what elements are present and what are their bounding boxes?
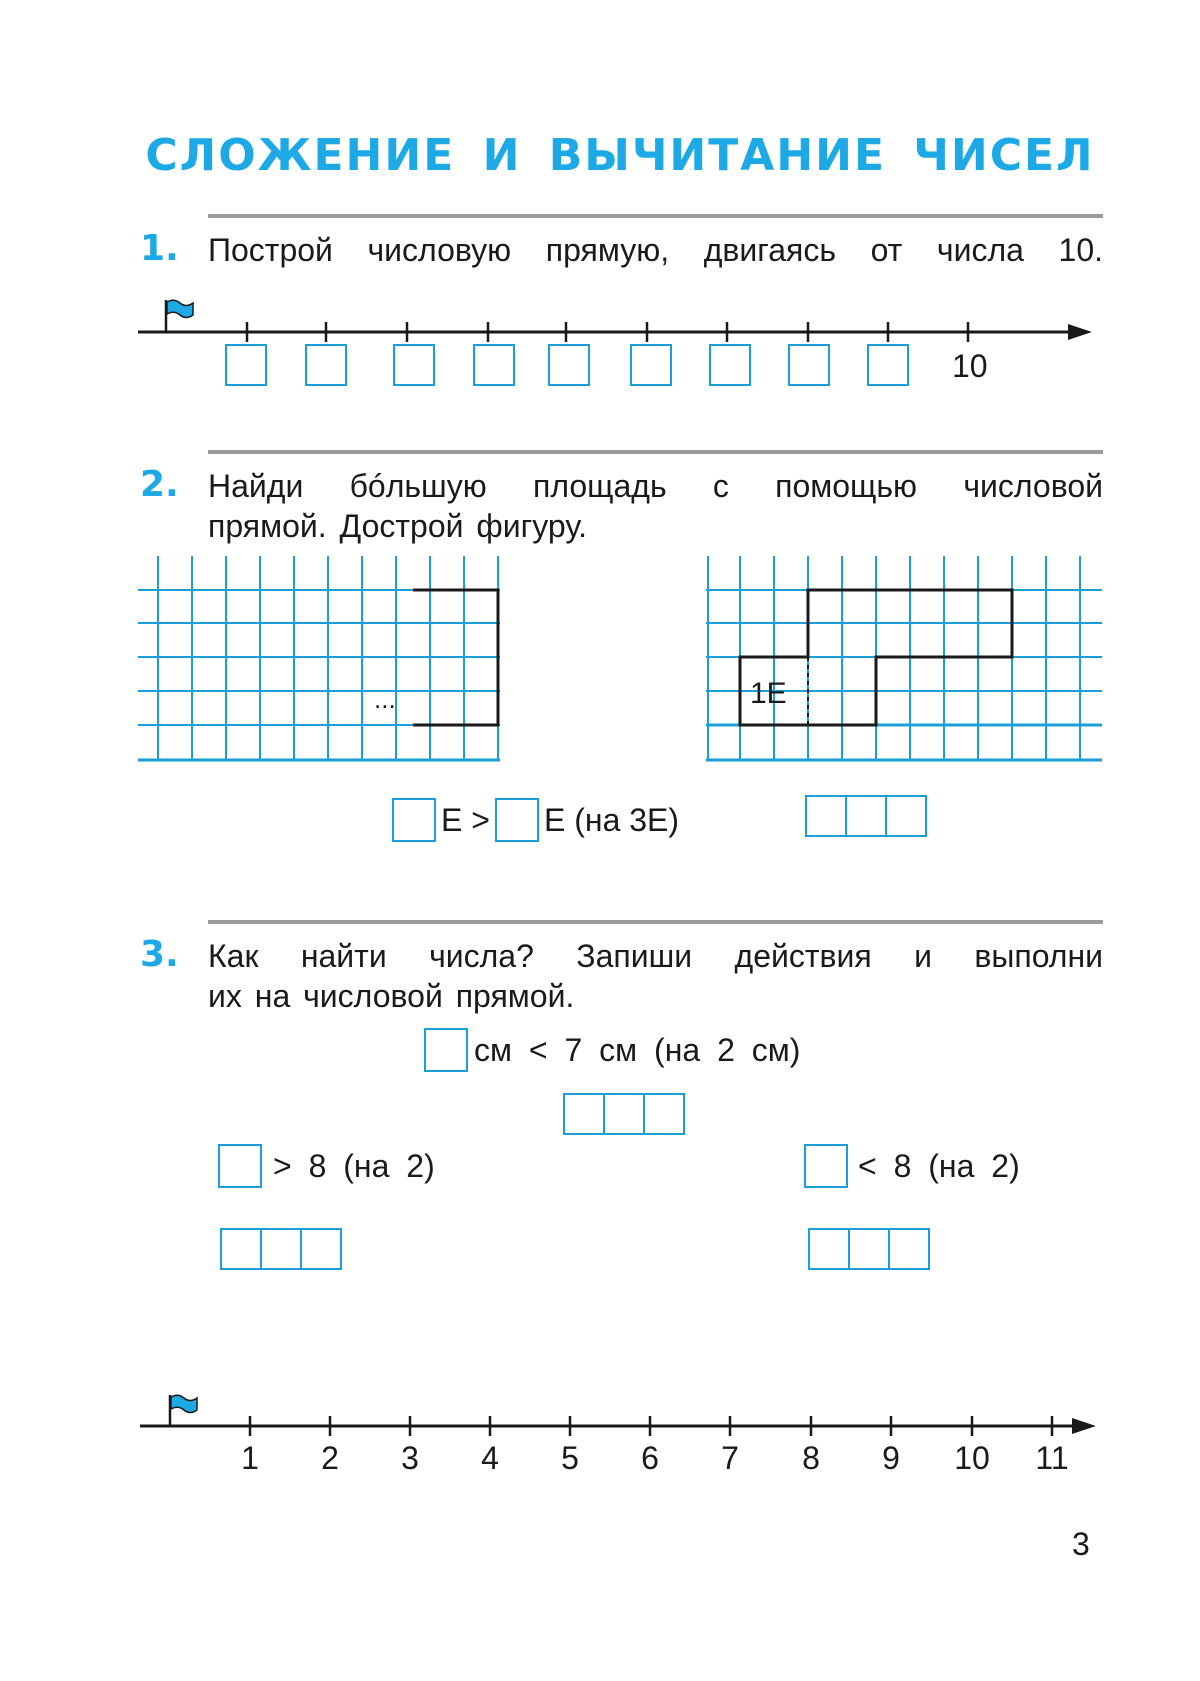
compare-box-right[interactable]	[495, 798, 539, 842]
task-2-action-boxes	[805, 795, 927, 837]
action-box-1[interactable]	[805, 795, 847, 837]
grid-left	[138, 556, 504, 768]
task-2-text-line1: Найди бóльшую площадь с помощью числовой	[208, 468, 1103, 504]
center-action-box-3[interactable]	[643, 1093, 685, 1135]
answer-box-8[interactable]	[788, 344, 830, 386]
compare-mid-text: Е >	[441, 802, 490, 838]
number-line-label-10: 10	[954, 1440, 990, 1476]
number-line-label-8: 8	[802, 1440, 820, 1476]
right-expr-box[interactable]	[804, 1144, 848, 1188]
number-line-label-5: 5	[561, 1440, 579, 1476]
grid-left-lines	[138, 556, 500, 760]
center-action-box-2[interactable]	[603, 1093, 645, 1135]
left-action-box-2[interactable]	[260, 1228, 302, 1270]
answer-box-2[interactable]	[305, 344, 347, 386]
right-action-box-3[interactable]	[888, 1228, 930, 1270]
action-box-2[interactable]	[845, 795, 887, 837]
task-2-text-line2: прямой. Дострой фигуру.	[208, 508, 588, 544]
right-action-box-1[interactable]	[808, 1228, 850, 1270]
compare-box-left[interactable]	[392, 798, 436, 842]
number-line-2-arrow	[1072, 1418, 1096, 1434]
number-line-1	[0, 290, 1200, 390]
number-line-1-arrow	[1068, 324, 1092, 340]
answer-box-4[interactable]	[473, 344, 515, 386]
action-box-3[interactable]	[885, 795, 927, 837]
number-line-label-3: 3	[401, 1440, 419, 1476]
unit-label: 1Е	[750, 677, 787, 710]
task-3-text-line1: Как найти числа? Запиши действия и выполни	[208, 938, 1103, 974]
answer-box-5[interactable]	[548, 344, 590, 386]
left-action-boxes	[220, 1228, 342, 1270]
right-action-box-2[interactable]	[848, 1228, 890, 1270]
section-divider-1	[208, 214, 1103, 218]
answer-box-9[interactable]	[867, 344, 909, 386]
right-action-boxes	[808, 1228, 930, 1270]
page-title: СЛОЖЕНИЕ И ВЫЧИТАНИЕ ЧИСЕЛ	[145, 130, 1095, 181]
number-line-1-end-label: 10	[952, 348, 988, 384]
page-number: 3	[1072, 1526, 1090, 1562]
task-1-number: 1.	[140, 228, 179, 269]
number-line-label-9: 9	[882, 1440, 900, 1476]
section-divider-3	[208, 920, 1103, 924]
answer-box-3[interactable]	[393, 344, 435, 386]
number-line-label-2: 2	[321, 1440, 339, 1476]
answer-box-6[interactable]	[630, 344, 672, 386]
center-action-boxes	[563, 1093, 685, 1135]
right-expr-text: < 8 (на 2)	[858, 1148, 1020, 1184]
number-line-2	[0, 1380, 1200, 1480]
task-2-number: 2.	[140, 464, 179, 505]
left-expr-text: > 8 (на 2)	[273, 1148, 435, 1184]
flag-icon	[170, 1395, 197, 1426]
center-expr-box[interactable]	[424, 1028, 468, 1072]
grid-right	[706, 556, 1104, 768]
answer-box-1[interactable]	[225, 344, 267, 386]
number-line-label-11: 11	[1035, 1440, 1069, 1476]
grid-left-dots: ...	[374, 684, 396, 714]
center-action-box-1[interactable]	[563, 1093, 605, 1135]
number-line-label-7: 7	[721, 1440, 739, 1476]
left-action-box-1[interactable]	[220, 1228, 262, 1270]
answer-box-7[interactable]	[709, 344, 751, 386]
section-divider-2	[208, 450, 1103, 454]
number-line-label-4: 4	[481, 1440, 499, 1476]
flag-icon	[166, 300, 193, 332]
task-3-number: 3.	[140, 934, 179, 975]
task-3-text-line2: их на числовой прямой.	[208, 978, 575, 1014]
left-action-box-3[interactable]	[300, 1228, 342, 1270]
compare-end-text: Е (на 3Е)	[544, 802, 680, 838]
number-line-label-6: 6	[641, 1440, 659, 1476]
center-expr-text: см < 7 см (на 2 см)	[474, 1032, 801, 1068]
task-1-text: Построй числовую прямую, двигаясь от числа 10.	[208, 232, 1103, 268]
number-line-label-1: 1	[241, 1440, 259, 1476]
left-expr-box[interactable]	[218, 1144, 262, 1188]
